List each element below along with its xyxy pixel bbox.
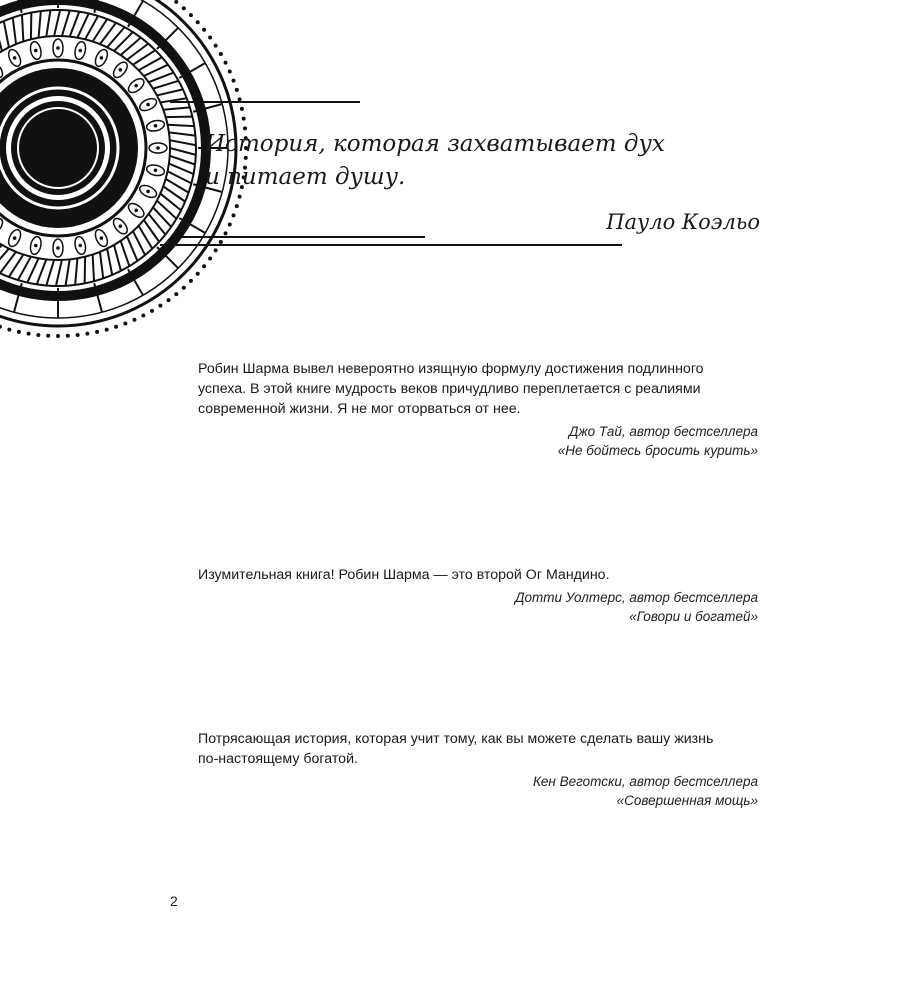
ornament-hatch — [75, 258, 77, 285]
ornament-dot — [34, 49, 38, 53]
review-line: Изумительная книга! Робин Шарма — это второй Ог Мандино. — [198, 567, 610, 583]
ornament-dot — [132, 318, 136, 322]
ornament-dot — [146, 103, 150, 107]
ornament-hatch — [39, 11, 41, 38]
ornament-dot — [85, 332, 89, 336]
epigraph-quote — [205, 128, 760, 194]
ornament-hatch — [100, 252, 103, 279]
ornament-dot — [34, 244, 38, 248]
bottom-rule — [160, 244, 622, 246]
ornament-hatch — [0, 245, 2, 264]
ornament-dot — [0, 325, 2, 329]
review-2 — [198, 565, 758, 626]
epigraph — [205, 128, 760, 239]
ornament-dot — [154, 168, 158, 172]
page-number: 2 — [170, 893, 178, 909]
ornament-dot — [182, 286, 186, 290]
ornament-dot — [100, 56, 104, 60]
ornament-dot — [134, 84, 138, 88]
ornament-dot — [56, 46, 60, 50]
ornament-disk — [11, 101, 105, 195]
ornament-dot — [182, 6, 186, 10]
ornament-dot — [56, 334, 60, 338]
ornament-hatch — [170, 156, 195, 165]
ornament-dot — [123, 322, 127, 326]
ornament-hatch — [163, 107, 190, 109]
ornament-dot — [174, 0, 178, 4]
ornament-dot — [150, 309, 154, 313]
ornament-hatch — [46, 260, 54, 286]
review-text — [198, 565, 758, 585]
ornament-hatch — [22, 15, 23, 42]
ornament-dot — [7, 328, 11, 332]
ornament-dot — [235, 88, 239, 92]
ornament-dot — [36, 333, 40, 337]
epigraph-author: Пауло Коэльо — [606, 210, 760, 234]
ornament-hatch — [149, 73, 174, 83]
ornament-dot — [114, 325, 118, 329]
ornament-dot — [158, 304, 162, 308]
ornament-dot — [208, 257, 212, 261]
ornament-dot — [196, 272, 200, 276]
ornament-dot — [78, 49, 82, 53]
ornament-dot — [228, 70, 232, 74]
ornament-dot — [141, 314, 145, 318]
ornament-dot — [202, 28, 206, 32]
review-line: Робин Шарма вывел невероятно изящную формулу достижения подлинного — [198, 361, 704, 377]
ornament-hatch — [37, 259, 47, 284]
ornament-dot — [119, 224, 123, 228]
ornament-dot — [100, 236, 104, 240]
review-book-title: «Совершенная мощь» — [616, 793, 758, 808]
epigraph-line: и питает душу. — [205, 164, 406, 190]
review-line: современной жизни. Я не мог оторваться от нее. — [198, 401, 521, 417]
ornament-hatch — [107, 249, 112, 275]
review-line: по-настоящему богатой. — [198, 751, 358, 767]
ornament-dot — [78, 244, 82, 248]
ornament-hatch — [56, 260, 62, 286]
ornament-hatch — [121, 241, 130, 266]
ornament-dot — [240, 107, 244, 111]
review-1 — [198, 359, 758, 460]
ornament-hatch — [62, 10, 70, 36]
ornament-dot — [119, 68, 123, 72]
ornament-dot — [214, 44, 218, 48]
ornament-dot — [66, 334, 70, 338]
ornament-dot — [224, 61, 228, 65]
ornament-dot — [214, 248, 218, 252]
ornament-dot — [189, 13, 193, 17]
ornament-hatch — [157, 89, 183, 95]
ornament-dot — [134, 209, 138, 213]
review-attribution — [198, 422, 758, 460]
review-book-title: «Не бойтесь бросить курить» — [557, 443, 758, 458]
ornament-dot — [105, 328, 109, 332]
review-attribution — [198, 772, 758, 810]
ornament-hatch — [93, 255, 94, 282]
ornament-hatch — [168, 125, 195, 126]
review-line: Потрясающая история, которая учит тому, как вы можете сделать вашу жизнь — [198, 731, 714, 747]
ornament-dot — [17, 330, 21, 334]
ornament-hatch — [114, 245, 121, 271]
review-author: Джо Тай, автор бестселлера — [568, 424, 758, 439]
ornament-hatch — [0, 25, 2, 51]
ornament-dot — [232, 79, 236, 83]
ornament-hatch — [46, 10, 50, 36]
top-rule — [170, 101, 360, 103]
ornament-dot — [46, 334, 50, 338]
ornament-hatch — [170, 140, 196, 145]
review-author: Дотти Уолтерс, автор бестселлера — [514, 590, 758, 605]
ornament-dot — [196, 20, 200, 24]
ornament-hatch — [4, 21, 9, 47]
ornament-dot — [13, 236, 17, 240]
review-author: Кен Веготски, автор бестселлера — [532, 774, 758, 789]
ornament-dot — [167, 298, 171, 302]
ornament-dot — [242, 117, 246, 121]
ornament-hatch — [66, 259, 70, 285]
ornament-dot — [76, 333, 80, 337]
ornament-hatch — [54, 10, 60, 36]
review-text — [198, 359, 758, 419]
ornament-dot — [146, 190, 150, 194]
ornament-dot — [154, 124, 158, 128]
epigraph-line: История, которая захватывает дух — [205, 131, 665, 157]
ornament-dot — [56, 246, 60, 250]
ornament-dot — [219, 52, 223, 56]
ornament-dot — [27, 332, 31, 336]
ornament-hatch — [153, 81, 179, 89]
review-attribution — [198, 588, 758, 626]
ornament-dot — [156, 146, 160, 150]
ornament-dot — [13, 56, 17, 60]
review-text — [198, 729, 758, 769]
ornament-hatch — [169, 164, 194, 174]
ornament-hatch — [127, 236, 137, 261]
ornament-dot — [95, 330, 99, 334]
review-book-title: «Говори и богатей» — [629, 609, 758, 624]
ornament-hatch — [70, 12, 80, 37]
ornament-dot — [202, 264, 206, 268]
ornament-hatch — [13, 18, 16, 45]
review-line: успеха. В этой книге мудрость веков причудливо переплетается с реалиями — [198, 381, 701, 397]
ornament-hatch — [169, 132, 196, 135]
ornament-hatch — [170, 148, 196, 155]
ornament-dot — [174, 292, 178, 296]
ornament-dot — [189, 279, 193, 283]
ornament-dot — [208, 35, 212, 39]
review-3 — [198, 729, 758, 810]
